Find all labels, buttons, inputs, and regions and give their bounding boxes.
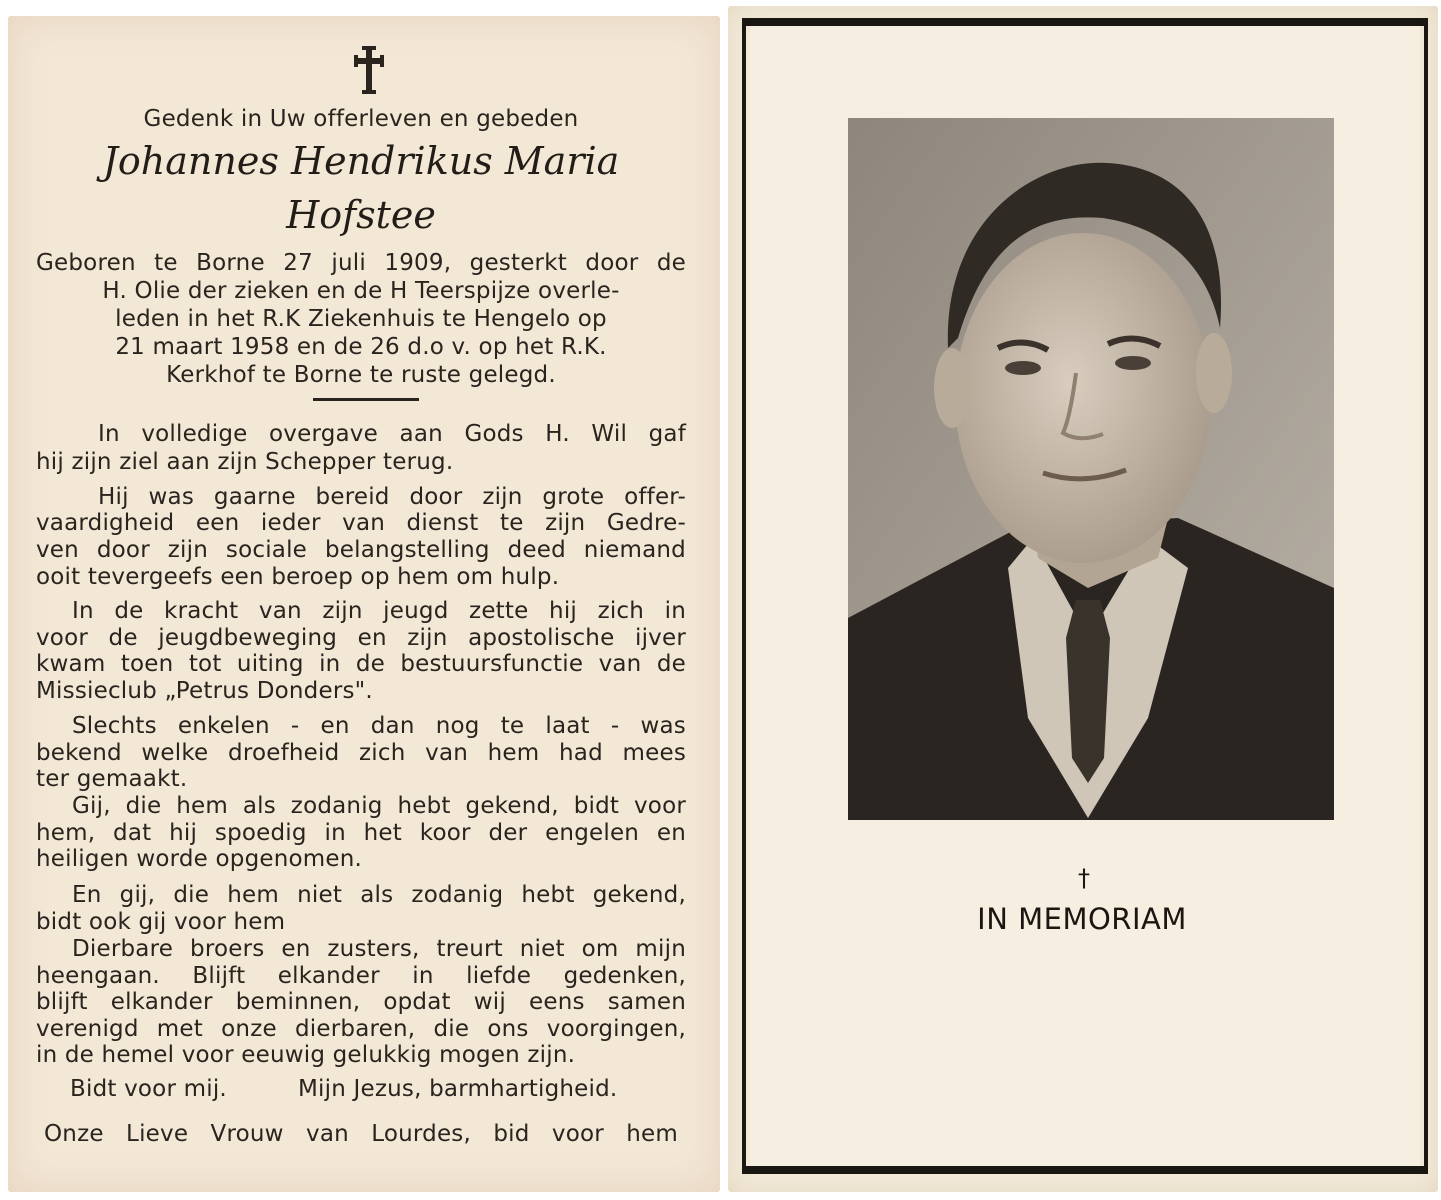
portrait-illustration [848,118,1334,820]
deceased-name-line2: Hofstee [286,193,436,237]
deceased-name-line1: Johannes Hendrikus Maria [102,139,620,183]
body-line: verenigd met onze dierbaren, die ons voorgingen, [36,1016,686,1042]
body-line: ter gemaakt. [36,766,188,792]
body-line: En gij, die hem niet als zodanig hebt gekend, [72,882,686,908]
body-line: vaardigheid een ieder van dienst te zijn Gedre- [36,510,686,536]
body-line: in de hemel voor eeuwig gelukkig mogen zijn. [36,1042,576,1068]
body-line: hem, dat hij spoedig in het koor der engelen en [36,820,686,846]
cross-icon [352,44,386,96]
final-invocation: Onze Lieve Vrouw van Lourdes, bid voor hem [44,1121,678,1147]
body-line: bidt ook gij voor hem [36,909,286,935]
body-line: heengaan. Blijft elkander in liefde gedenken, [36,963,686,989]
bio-line: Kerkhof te Borne te ruste gelegd. [166,362,556,388]
bio-line: Geboren te Borne 27 juli 1909, gesterkt door de [36,250,686,276]
in-memoriam-caption: IN MEMORIAM [977,902,1187,936]
body-line: In de kracht van zijn jeugd zette hij zich in [72,598,686,624]
bio-line: leden in het R.K Ziekenhuis te Hengelo op [115,306,607,332]
header-line: Gedenk in Uw offerleven en gebeden [143,106,579,132]
body-line: kwam toen tot uiting in de bestuursfunctie van de [36,651,686,677]
body-line: Hij was gaarne bereid door zijn grote offer- [98,484,686,510]
cross-icon: † [1078,864,1090,892]
bio-line: 21 maart 1958 en de 26 d.o v. op het R.K. [115,334,607,360]
body-line: Missieclub „Petrus Donders". [36,678,373,704]
body-line: Gij, die hem als zodanig hebt gekend, bidt voor [72,793,686,819]
body-line: ven door zijn sociale belangstelling deed niemand [36,537,686,563]
body-line: heiligen worde opgenomen. [36,846,363,872]
body-line: Dierbare broers en zusters, treurt niet om mijn [72,936,686,962]
closing-prayer-right: Mijn Jezus, barmhartigheid. [298,1076,618,1102]
body-line: blijft elkander beminnen, opdat wij eens samen [36,989,686,1015]
body-line: voor de jeugdbeweging en zijn apostolische ijver [36,625,686,651]
body-line: hij zijn ziel aan zijn Schepper terug. [36,449,454,475]
portrait-photo [848,118,1334,820]
body-line: bekend welke droefheid zich van hem had mees [36,740,686,766]
bio-line: H. Olie der zieken en de H Teerspijze overle- [102,278,620,304]
body-line: Slechts enkelen - en dan nog te laat - was [72,713,686,739]
closing-prayer-left: Bidt voor mij. [70,1076,227,1102]
divider-rule [313,398,419,401]
body-line: ooit tevergeefs een beroep op hem om hulp. [36,564,560,590]
body-line: In volledige overgave aan Gods H. Wil gaf [98,421,686,447]
